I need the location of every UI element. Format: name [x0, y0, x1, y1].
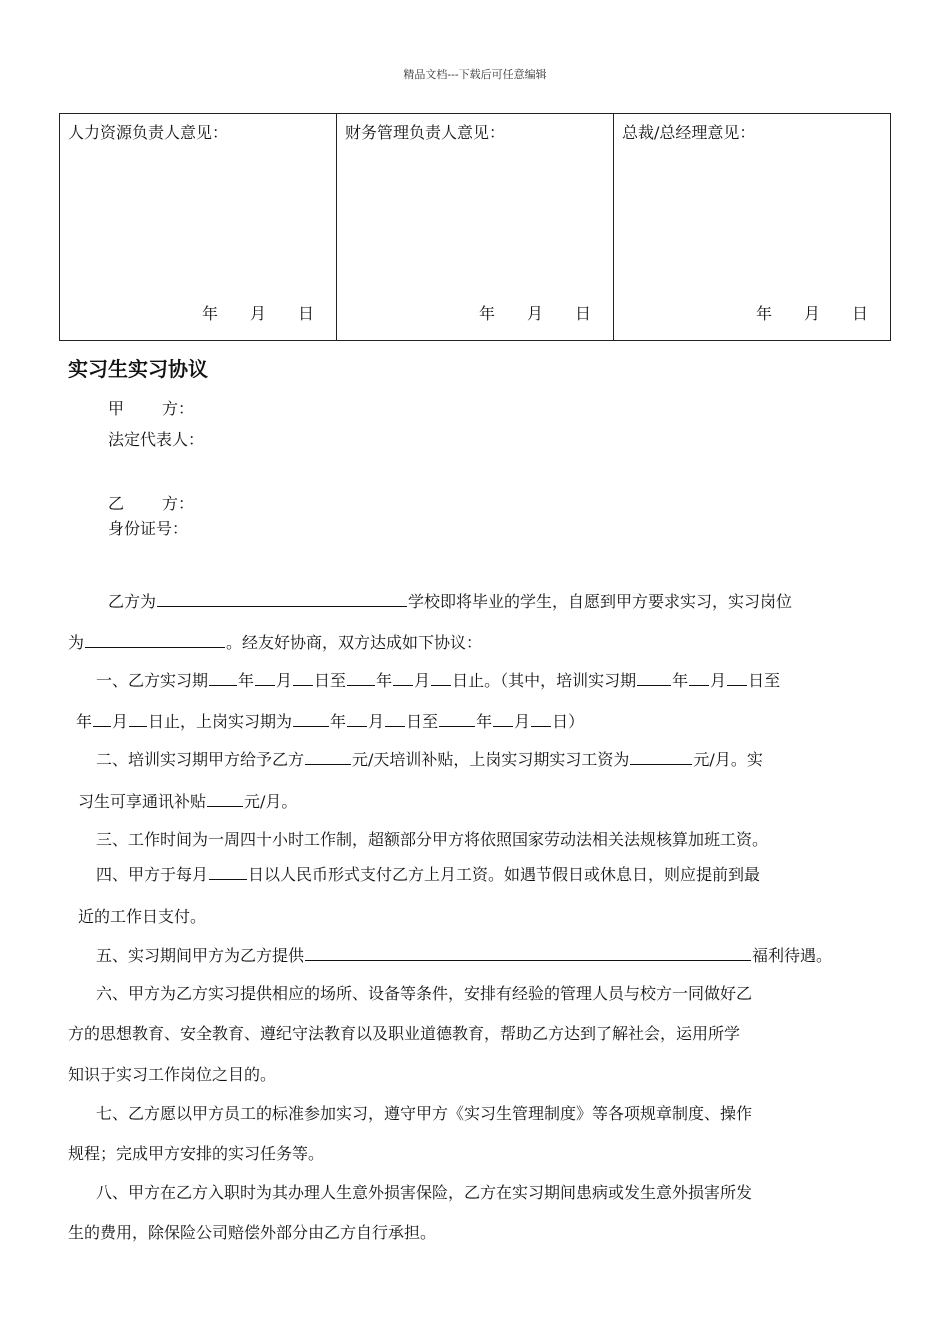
date-month-label: 月: [526, 304, 543, 323]
party-b-line: [108, 491, 194, 514]
blank: [209, 684, 237, 686]
intro-text: 学校即将毕业的学生，自愿到甲方要求实习，实习岗位: [408, 592, 793, 611]
clause-4-line-2: 近的工作日支付。: [78, 907, 207, 926]
clause-text: 日止，上岗实习期为: [148, 712, 293, 731]
blank: [255, 684, 275, 686]
clause-text: 月: [368, 712, 385, 731]
clause-text: 习生可享通讯补贴: [78, 792, 207, 811]
date-day-label: 日: [574, 304, 591, 323]
clause-2-line-2: [78, 789, 297, 812]
legal-rep-label: 法定代表人：: [108, 430, 205, 449]
clause-6-line-2: 方的思想教育、安全教育、遵纪守法教育以及职业道德教育，帮助乙方达到了解社会，运用所学: [68, 1024, 741, 1043]
date-day-label: 日: [851, 304, 868, 323]
blank: [439, 725, 475, 727]
blank: [347, 725, 367, 727]
intro-text: 。经友好协商，双方达成如下协议：: [226, 633, 483, 652]
blank: [630, 763, 692, 765]
clause-text: 元/月。: [244, 792, 298, 811]
blank: [689, 684, 709, 686]
date-year-label: 年: [201, 304, 218, 323]
clause-6-line-3: 知识于实习工作岗位之目的。: [68, 1065, 277, 1084]
clause-7-line-1: 七、乙方愿以甲方员工的标准参加实习，遵守甲方《实习生管理制度》等各项规章制度、操作: [96, 1104, 753, 1123]
clause-text: 日至: [406, 712, 439, 731]
blank: [293, 684, 313, 686]
date-month-label: 月: [249, 304, 266, 323]
hr-date: [202, 301, 314, 324]
clause-text: 年: [672, 671, 689, 690]
clause-1-line-2: [76, 709, 584, 732]
id-number-label: 身份证号：: [108, 519, 189, 538]
clause-text: 月: [514, 712, 531, 731]
clause-text: 日至: [748, 671, 781, 690]
agreement-title: 实习生实习协议: [68, 357, 208, 381]
date-day-label: 日: [297, 304, 314, 323]
blank: [637, 684, 671, 686]
blank: [531, 725, 551, 727]
blank: [393, 684, 413, 686]
hr-opinion-title: 人力资源负责人意见：: [68, 123, 229, 142]
intro-line-1: [108, 589, 792, 612]
clause-8-line-2: 生的费用，除保险公司赔偿外部分由乙方自行承担。: [68, 1223, 437, 1242]
blank: [385, 725, 405, 727]
blank: [305, 763, 351, 765]
party-a-line: [108, 396, 194, 419]
party-b-label: 乙: [108, 494, 125, 513]
blank: [207, 805, 243, 807]
clause-7-line-2: 规程；完成甲方安排的实习任务等。: [68, 1144, 325, 1163]
intro-text: 乙方为: [108, 592, 157, 611]
clause-text: 四、甲方于每月: [96, 865, 209, 884]
page-header-note: 精品文档---下载后可任意编辑: [403, 68, 547, 81]
clause-1-line-1: [96, 668, 780, 691]
clause-text: 月: [414, 671, 431, 690]
clause-5: [96, 943, 832, 966]
ceo-date: [756, 301, 868, 324]
clause-4-line-1: [96, 862, 760, 885]
school-name-blank: [157, 605, 407, 607]
party-b-suffix: 方：: [162, 494, 195, 513]
clause-text: 年: [476, 712, 493, 731]
benefits-blank: [305, 959, 751, 961]
party-a-label: 甲: [108, 399, 125, 418]
ceo-opinion-cell: [614, 114, 891, 341]
clause-2-line-1: [96, 747, 763, 770]
blank: [347, 684, 375, 686]
clause-text: 月: [276, 671, 293, 690]
intro-text: 为: [68, 633, 85, 652]
clause-text: 年: [330, 712, 347, 731]
hr-opinion-cell: [60, 114, 337, 341]
clause-text: 日止。（其中，培训实习期: [452, 671, 637, 690]
blank: [293, 725, 329, 727]
clause-text: 一、乙方实习期: [96, 671, 209, 690]
finance-opinion-cell: [337, 114, 614, 341]
finance-opinion-title: 财务管理负责人意见：: [345, 123, 506, 142]
party-a-suffix: 方：: [162, 399, 195, 418]
blank: [129, 725, 147, 727]
date-year-label: 年: [755, 304, 772, 323]
blank: [727, 684, 747, 686]
blank: [493, 725, 513, 727]
position-blank: [85, 646, 225, 648]
clause-text: 二、培训实习期甲方给予乙方: [96, 750, 305, 769]
clause-text: 年: [76, 712, 93, 731]
blank: [209, 878, 247, 880]
clause-text: 年: [238, 671, 255, 690]
date-year-label: 年: [478, 304, 495, 323]
blank: [431, 684, 451, 686]
finance-date: [479, 301, 591, 324]
clause-8-line-1: 八、甲方在乙方入职时为其办理人生意外损害保险，乙方在实习期间患病或发生意外损害所发: [96, 1183, 753, 1202]
clause-text: 福利待遇。: [752, 946, 833, 965]
approval-table: [59, 113, 891, 341]
ceo-opinion-title: 总裁/总经理意见：: [622, 123, 756, 142]
intro-line-2: [68, 630, 482, 653]
clause-text: 日至: [314, 671, 347, 690]
clause-text: 月: [710, 671, 727, 690]
clause-text: 元/天培训补贴，上岗实习期实习工资为: [352, 750, 630, 769]
date-month-label: 月: [803, 304, 820, 323]
clause-text: 元/月。实: [693, 750, 763, 769]
clause-text: 月: [112, 712, 129, 731]
clause-text: 日以人民币形式支付乙方上月工资。如遇节假日或休息日，则应提前到最: [248, 865, 761, 884]
clause-6-line-1: 六、甲方为乙方实习提供相应的场所、设备等条件，安排有经验的管理人员与校方一同做好乙: [96, 984, 753, 1003]
blank: [93, 725, 111, 727]
clause-text: 五、实习期间甲方为乙方提供: [96, 946, 305, 965]
clause-text: 日）: [552, 712, 585, 731]
clause-text: 年: [376, 671, 393, 690]
clause-3: 三、工作时间为一周四十小时工作制，超额部分甲方将依照国家劳动法相关法规核算加班工资。: [96, 830, 769, 849]
